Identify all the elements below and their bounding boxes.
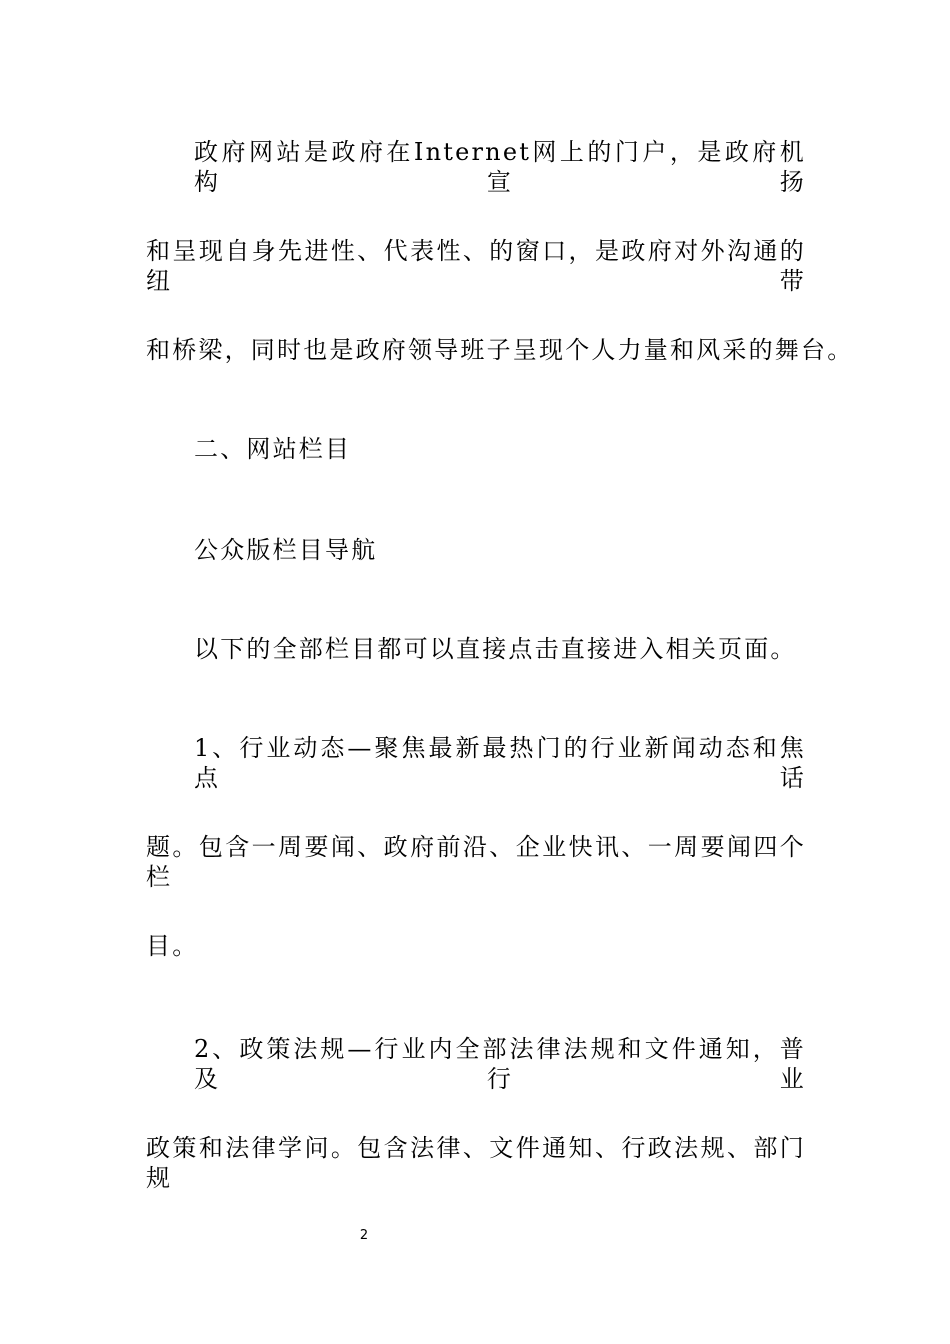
paragraph-1-line-2: 和呈现自身先进性、代表性、的窗口，是政府对外沟通的纽带	[146, 237, 806, 295]
paragraph-1-line-3: 和桥梁，同时也是政府领导班子呈现个人力量和风采的舞台。	[146, 336, 854, 364]
item-1-line-2: 题。包含一周要闻、政府前沿、企业快讯、一周要闻四个栏	[146, 833, 806, 891]
page-number: 2	[359, 1228, 369, 1243]
item-1-line-1: 1、行业动态—聚焦最新最热门的行业新闻动态和焦点话	[194, 734, 806, 792]
item-2-line-2: 政策和法律学问。包含法律、文件通知、行政法规、部门规	[146, 1134, 806, 1192]
item-1-line-3: 目。	[146, 932, 199, 960]
section-heading: 二、网站栏目	[194, 435, 352, 463]
intro-sentence: 以下的全部栏目都可以直接点击直接进入相关页面。	[194, 635, 797, 663]
subsection-heading: 公众版栏目导航	[194, 536, 378, 564]
paragraph-1-line-1: 政府网站是政府在Internet网上的门户，是政府机构宣扬	[194, 138, 806, 196]
item-2-line-1: 2、政策法规—行业内全部法律法规和文件通知，普及行业	[194, 1035, 806, 1093]
